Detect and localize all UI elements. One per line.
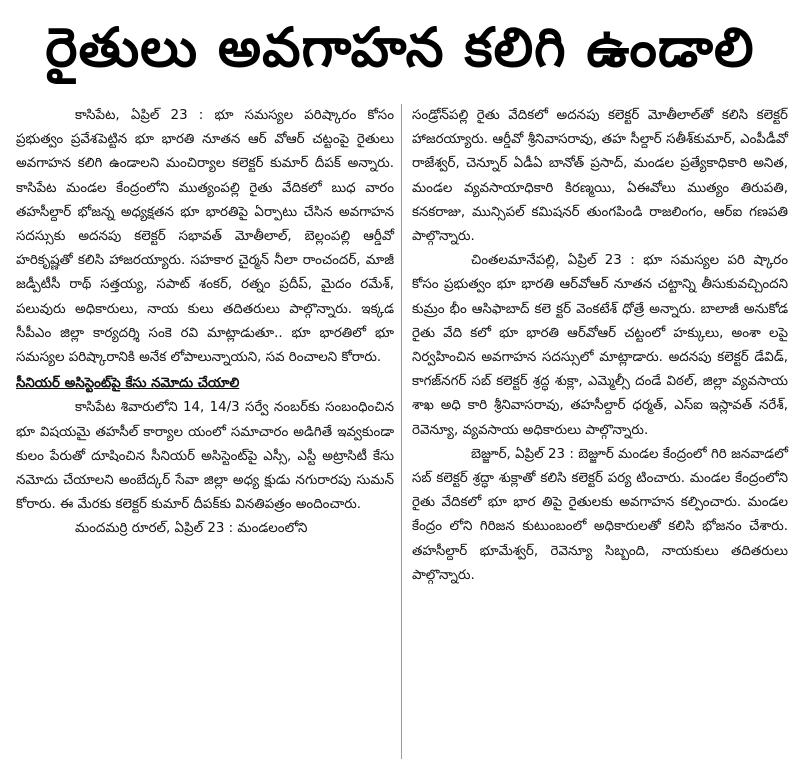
- article-paragraph: సండ్రోన్‌పల్లి రైతు వేదికలో అదనపు కలెక్టర్ మోతీలాల్‌తో కలిసి కలెక్టర్ హాజరయ్యారు. ఆర్డీవో శ్రీనివాసరావు, తహ సీల్దార్ సతీశ్‌కుమార్, ఎంపీడీవో రాజేశ్వర్, చెన్నూర్ ఏడీఏ బానోత్ ప్రసాద్, మండల ప్రత్యేకాధికారి అనిత, మండల వ్యవసాయాధికారి కిరణ్మయి, ఏఈవోలు ముత్యం తిరుపతి, కనకరాజు, మున్సిపల్ కమిషనర్ తుంగపిండి రాజలింగం, ఆర్ఐ గణపతి పాల్గొన్నారు.: [412, 108, 788, 245]
- article-paragraph: కాసిపేట, ఏప్రిల్ 23 : భూ సమస్యల పరిష్కారం కోసం ప్రభుత్వం ప్రవేశపెట్టిన భూ భారతి నూతన ఆర్ వోఆర్ చట్టంపై రైతులు అవగాహన కలిగి ఉండాలని మంచిర్యాల కలెక్టర్ కుమార్ దీపక్ అన్నారు. కాసిపేట మండల కేంద్రంలోని ముత్యంపల్లి రైతు వేదికలో బుధ వారం తహసీల్దార్ భోజన్న అధ్యక్షతన భూ భారతిపై ఏర్పాటు చేసిన అవగాహన సదస్సుకు అదనపు కలెక్టర్ సభావత్ మోతీలాల్, బెల్లంపల్లి ఆర్డీవో హరికృష్ణతో కలిసి హాజరయ్యారు. సహకార చైర్మన్ నీలా రాంచందర్, మాజీ జడ్పీటీసీ రాథ్ సత్తయ్య, సపాట్ శంకర్, రత్నం ప్రదీప్, మైదం రమేశ్, పలువురు అధికారులు, నాయ కులు తదితరులు పాల్గొన్నారు. ఇక్కడ సీపీఎం జిల్లా కార్యదర్శి సంకె రవి మాట్లాడుతూ.. భూ భారతిలో భూ సమస్యల పరిష్కారానికి అనేక లోపాలున్నాయని, సవ రించాలని కోరారు.: [16, 108, 394, 366]
- article-paragraph: మందమర్రి రూరల్, ఏప్రిల్ 23 : మండలంలోని: [74, 521, 308, 537]
- article-paragraph: చింతలమానేపల్లి, ఏప్రిల్ 23 : భూ సమస్యల పరి ష్కారం కోసం ప్రభుత్వం భూ భారతి ఆర్‌వోఆర్ నూతన చట్టాన్ని తీసుకువచ్చిందని కుమ్రం భీం ఆసిఫాబాద్ కలె క్టర్ వెంకటేశ్ ధోత్రే అన్నారు. బాలాజీ అనుకోడ రైతు వేది కలో భూ భారతి ఆర్‌వోఆర్ చట్టంలో హక్కులు, అంశా లపై నిర్వహించిన అవగాహన సదస్సులో మాట్లాడారు. అదనపు కలెక్టర్ డేవిడ్, కాగజ్‌నగర్ సబ్ కలెక్టర్ శ్రద్ధ శుక్లా, ఎమ్మెల్సీ దండే విఠల్, జిల్లా వ్యవసాయ శాఖ అధి కారి శ్రీనివాసరావు, తహసీల్దార్ ధర్మత్, ఎస్ఐ ఇస్లావత్ నరేశ్, రెవెన్యూ, వ్యవసాయ అధికారులు పాల్గొన్నారు.: [412, 253, 788, 438]
- column-divider: [401, 104, 402, 759]
- left-column: [16, 104, 394, 542]
- headline: రైతులు అవగాహన కలిగి ఉండాలి: [45, 16, 755, 79]
- article-paragraph: బెజ్జూర్, ఏప్రిల్ 23 : బెజ్జూర్ మండల కేంద్రంలో గిరి జనవాడలో సబ్ కలెక్టర్ శ్రద్ధా శుక్లాతో కలిసి కలెక్టర్ పర్య టించారు. మండల కేంద్రంలోని రైతు వేదికలో భూ భార తిపై రైతులకు అవగాహన కల్పించారు. మండల కేంద్రం లోని గిరిజన కుటుంబంలో అధికారులతో కలిసి భోజనం చేశారు. తహసీల్దార్ భూమేశ్వర్, రెవెన్యూ సిబ్బంది, నాయకులు తదితరులు పాల్గొన్నారు.: [412, 446, 788, 583]
- right-column: [412, 104, 788, 588]
- article-paragraph: కాసిపేట శివారులోని 14, 14/3 సర్వే నంబర్‌కు సంబంధించిన భూ విషయమై తహసీల్ కార్యాల యంలో సమాచారం అడిగితే ఇవ్వకుండా కులం పేరుతో దూషించిన సీనియర్ అసిస్టెంట్‌పై ఎస్సీ, ఎస్టీ అట్రాసిటీ కేసు నమోదు చేయాలని అంబేద్కర్ సేవా జిల్లా అధ్య క్షుడు నగురారపు సుమన్ కోరారు. ఈ మేరకు కలెక్టర్ కుమార్ దీపక్‌కు వినతిపత్రం అందించారు.: [16, 400, 394, 513]
- article-subheading: సీనియర్ అసిస్టెంట్‌పై కేసు నమోదు చేయాలి: [16, 376, 240, 392]
